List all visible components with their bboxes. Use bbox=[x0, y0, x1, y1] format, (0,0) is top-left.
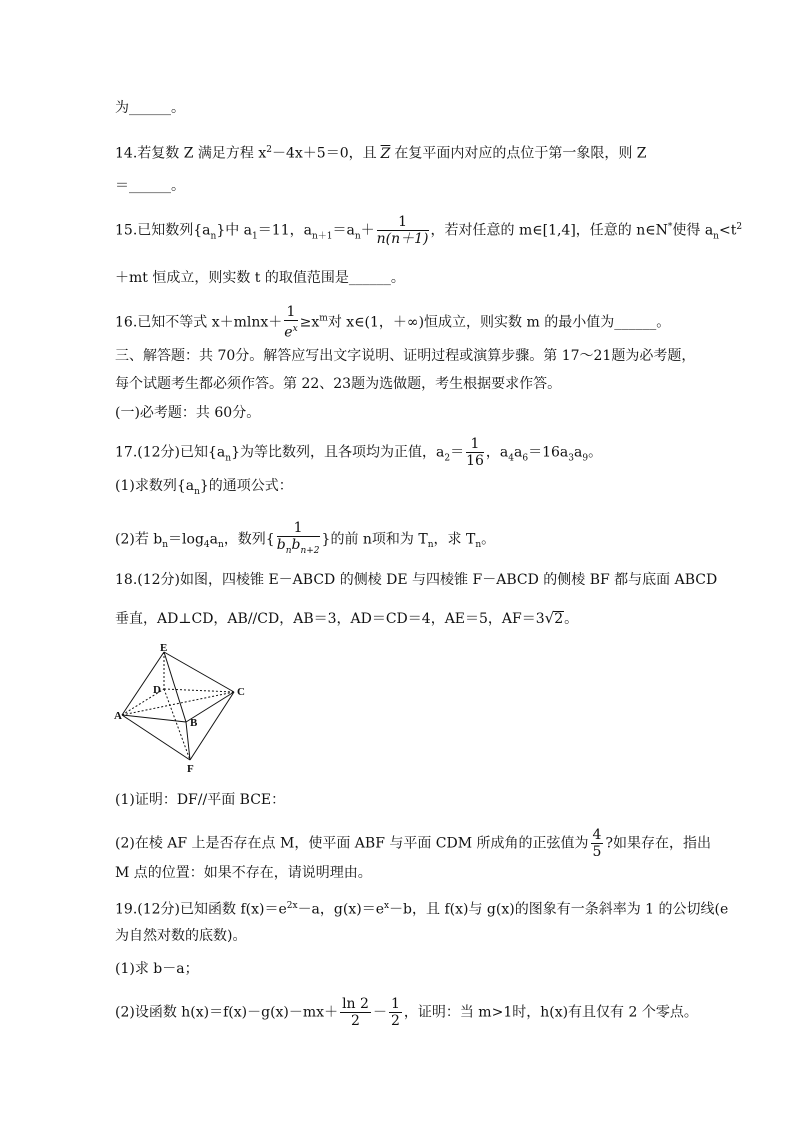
q16-frac-den bbox=[284, 321, 297, 341]
q19-t3: －b，且 f(x)与 g(x)的图象有一条斜率为 1 的公切线(e bbox=[389, 901, 729, 918]
q17-frac-den: 16 bbox=[466, 453, 484, 469]
q14-zbar: $\overline{Z}$ bbox=[380, 145, 391, 162]
q17-2-fraction bbox=[277, 520, 320, 559]
q18-part1: (1)证明：DF//平面 BCE： bbox=[115, 792, 286, 808]
q15-t6: ，若对任意的 m∈[1,4]，任意的 n∈N bbox=[430, 222, 668, 239]
q16-sup: m bbox=[319, 313, 328, 324]
q17-2-t4: ，数列{ bbox=[223, 531, 275, 548]
q17-s4: 6 bbox=[522, 453, 529, 464]
q17-part1 bbox=[115, 476, 293, 502]
q16-t2: ≥x bbox=[299, 314, 320, 331]
q18-2-fraction bbox=[591, 827, 604, 860]
label-F: F bbox=[187, 763, 194, 775]
q15-line1 bbox=[115, 214, 742, 247]
q17-t5: ＝16a bbox=[528, 444, 569, 461]
q18-part2-line2: M 点的位置：如果不存在，请说明理由。 bbox=[115, 865, 372, 881]
q15-s1: n bbox=[210, 231, 217, 242]
q17-1-t1: (1)求数列{a bbox=[115, 478, 195, 494]
q19-t1: 19.(12分)已知函数 f(x)＝e bbox=[115, 901, 287, 918]
q16-t1: 16.已知不等式 x＋mlnx＋ bbox=[115, 314, 283, 331]
q19-2-f2-num: 1 bbox=[390, 996, 400, 1012]
q14-sup: 2 bbox=[266, 145, 272, 155]
q17-2-fd-b1: b bbox=[276, 537, 286, 553]
q16-frac-den-e: e bbox=[284, 324, 293, 341]
q17-line bbox=[115, 436, 602, 469]
q16-frac-num: 1 bbox=[284, 304, 297, 321]
q15-s3: n＋1 bbox=[311, 231, 333, 242]
q17-2-frac-den bbox=[277, 537, 320, 559]
q18-2-frac-num: 4 bbox=[592, 827, 602, 843]
q15-sup1: * bbox=[667, 221, 673, 232]
q19-line1 bbox=[115, 896, 728, 920]
q14-post: 在复平面内对应的点位于第一象限，则 Z bbox=[394, 145, 647, 162]
q17-2-frac-num: 1 bbox=[277, 520, 320, 537]
q18-t1: 垂直，AD⊥CD，AB//CD，AB＝3，AD＝CD＝4，AE＝5，AF＝3 bbox=[115, 611, 545, 627]
q18-2-t2: ?如果存在，指出 bbox=[605, 835, 711, 852]
q17-2-t7: 。 bbox=[481, 531, 496, 548]
q18-part2-line1 bbox=[115, 827, 711, 860]
q19-part2 bbox=[115, 996, 698, 1029]
section3-line3: (一)必考题：共 60分。 bbox=[115, 405, 261, 421]
q15-t3: ＝11，a bbox=[257, 222, 312, 239]
label-C: C bbox=[237, 686, 245, 698]
q19-2-t1: (2)设函数 h(x)＝f(x)－g(x)－mx＋ bbox=[115, 1004, 339, 1021]
q17-2-t3: a bbox=[209, 531, 219, 548]
q16-t3: 对 x∈(1，＋∞)恒成立，则实数 m 的最小值为______。 bbox=[327, 314, 671, 331]
q19-2-frac2 bbox=[389, 996, 402, 1029]
q17-t7: 。 bbox=[588, 444, 603, 461]
q17-2-s1: n bbox=[162, 540, 169, 551]
q16-frac-den-sup: x bbox=[292, 324, 298, 334]
q19-line2: 为自然对数的底数)。 bbox=[115, 928, 247, 944]
q16-fraction bbox=[284, 304, 297, 341]
q15-sup2: 2 bbox=[736, 221, 743, 232]
label-D: D bbox=[153, 684, 161, 696]
q18-sqrt-arg: 2 bbox=[554, 611, 564, 627]
q17-s2: 2 bbox=[444, 453, 451, 464]
q19-part1: (1)求 b－a； bbox=[115, 961, 199, 977]
q17-2-s2: 4 bbox=[203, 540, 210, 551]
q17-2-t1: (2)若 b bbox=[115, 531, 163, 548]
q15-frac-den: n(n＋1) bbox=[376, 231, 429, 247]
q19-2-f2-den: 2 bbox=[390, 1013, 400, 1029]
q19-sup1: 2x bbox=[286, 901, 298, 911]
q15-t5: ＋ bbox=[360, 222, 375, 239]
q15-t8: <t bbox=[718, 222, 737, 239]
q17-t3: ，a bbox=[485, 444, 509, 461]
q19-2-t2: ，证明：当 m>1时，h(x)有且仅有 2 个零点。 bbox=[403, 1004, 698, 1021]
q17-t1: 17.(12分)已知{a bbox=[115, 444, 226, 461]
q15-t1: 15.已知数列{a bbox=[115, 222, 211, 239]
q17-s3: 4 bbox=[508, 453, 514, 464]
q17-s5: 3 bbox=[568, 453, 574, 464]
q14-line2: ＝______。 bbox=[115, 178, 185, 194]
label-A: A bbox=[114, 710, 122, 722]
q19-2-minus: － bbox=[372, 1004, 387, 1021]
q19-2-f1-num: ln 2 bbox=[342, 996, 369, 1012]
q14-line1 bbox=[115, 140, 647, 164]
q15-t4: ＝a bbox=[332, 222, 355, 239]
q17-1-s: n bbox=[194, 486, 200, 497]
q17-eq: ＝ bbox=[450, 444, 465, 461]
q17-t6: a bbox=[573, 444, 583, 461]
label-E: E bbox=[160, 643, 168, 654]
q19-sup2: x bbox=[383, 901, 390, 911]
q17-s6: 9 bbox=[582, 453, 589, 464]
q15-s4: n bbox=[354, 231, 361, 242]
q18-line2 bbox=[115, 608, 578, 629]
q17-2-t5: }的前 n项和为 T bbox=[321, 531, 428, 548]
q15-t7: 使得 a bbox=[672, 222, 714, 239]
section3-line2: 每个试题考生都必须作答。第 22、23题为选做题，考生根据要求作答。 bbox=[115, 376, 562, 392]
sqrt-sign: √ bbox=[544, 609, 555, 627]
q18-2-frac-den: 5 bbox=[592, 844, 602, 860]
q19-2-f1-den: 2 bbox=[351, 1013, 360, 1029]
q17-2-s5: n bbox=[475, 540, 482, 551]
q17-2-fd-s2: n+2 bbox=[300, 545, 320, 556]
q15-s2: 1 bbox=[252, 231, 258, 242]
q19-2-frac1 bbox=[340, 996, 371, 1029]
q17-t2: }为等比数列，且各项均为正值，a bbox=[231, 444, 445, 461]
q17-2-fd-b2: b bbox=[291, 537, 301, 553]
q15-line2: ＋mt 恒成立，则实数 t 的取值范围是______。 bbox=[115, 270, 405, 286]
q18-2-t1: (2)在棱 AF 上是否存在点 M，使平面 ABF 与平面 CDM 所成角的正弦值为 bbox=[115, 835, 589, 852]
q17-2-fd-s1: n bbox=[285, 545, 292, 556]
q17-2-t2: ＝log bbox=[168, 531, 204, 548]
q17-2-s4: n bbox=[427, 540, 434, 551]
q19-t2: －a，g(x)＝e bbox=[297, 901, 384, 918]
q17-t4: a bbox=[513, 444, 523, 461]
q15-frac-num: 1 bbox=[377, 214, 429, 231]
q17-s1: n bbox=[225, 453, 232, 464]
q17-part2 bbox=[115, 520, 495, 559]
q15-s5: n bbox=[713, 231, 719, 242]
q17-1-t2: }的通项公式： bbox=[199, 478, 293, 494]
q17-fraction bbox=[466, 436, 484, 469]
q16-line bbox=[115, 304, 670, 341]
q14-mid: －4x＋5＝0，且 bbox=[271, 145, 377, 162]
q17-frac-num: 1 bbox=[466, 436, 484, 453]
label-B: B bbox=[190, 717, 198, 729]
q18-line1: 18.(12分)如图，四棱锥 E－ABCD 的侧棱 DE 与四棱锥 F－ABCD 的侧棱 BF 都与底面 ABCD bbox=[115, 572, 718, 588]
pyramid-figure bbox=[112, 643, 262, 775]
q18-t2: 。 bbox=[564, 611, 579, 627]
q15-fraction bbox=[377, 214, 429, 247]
line-q13-end: 为______。 bbox=[115, 100, 185, 116]
q15-t2: }中 a bbox=[216, 222, 253, 239]
section3-line1: 三、解答题：共 70分。解答应写出文字说明、证明过程或演算步骤。第 17～21题为必考题， bbox=[115, 348, 696, 364]
q17-2-t6: ，求 T bbox=[433, 531, 476, 548]
q14-text: 14.若复数 Z 满足方程 x bbox=[115, 145, 267, 162]
q17-2-s3: n bbox=[218, 540, 224, 551]
